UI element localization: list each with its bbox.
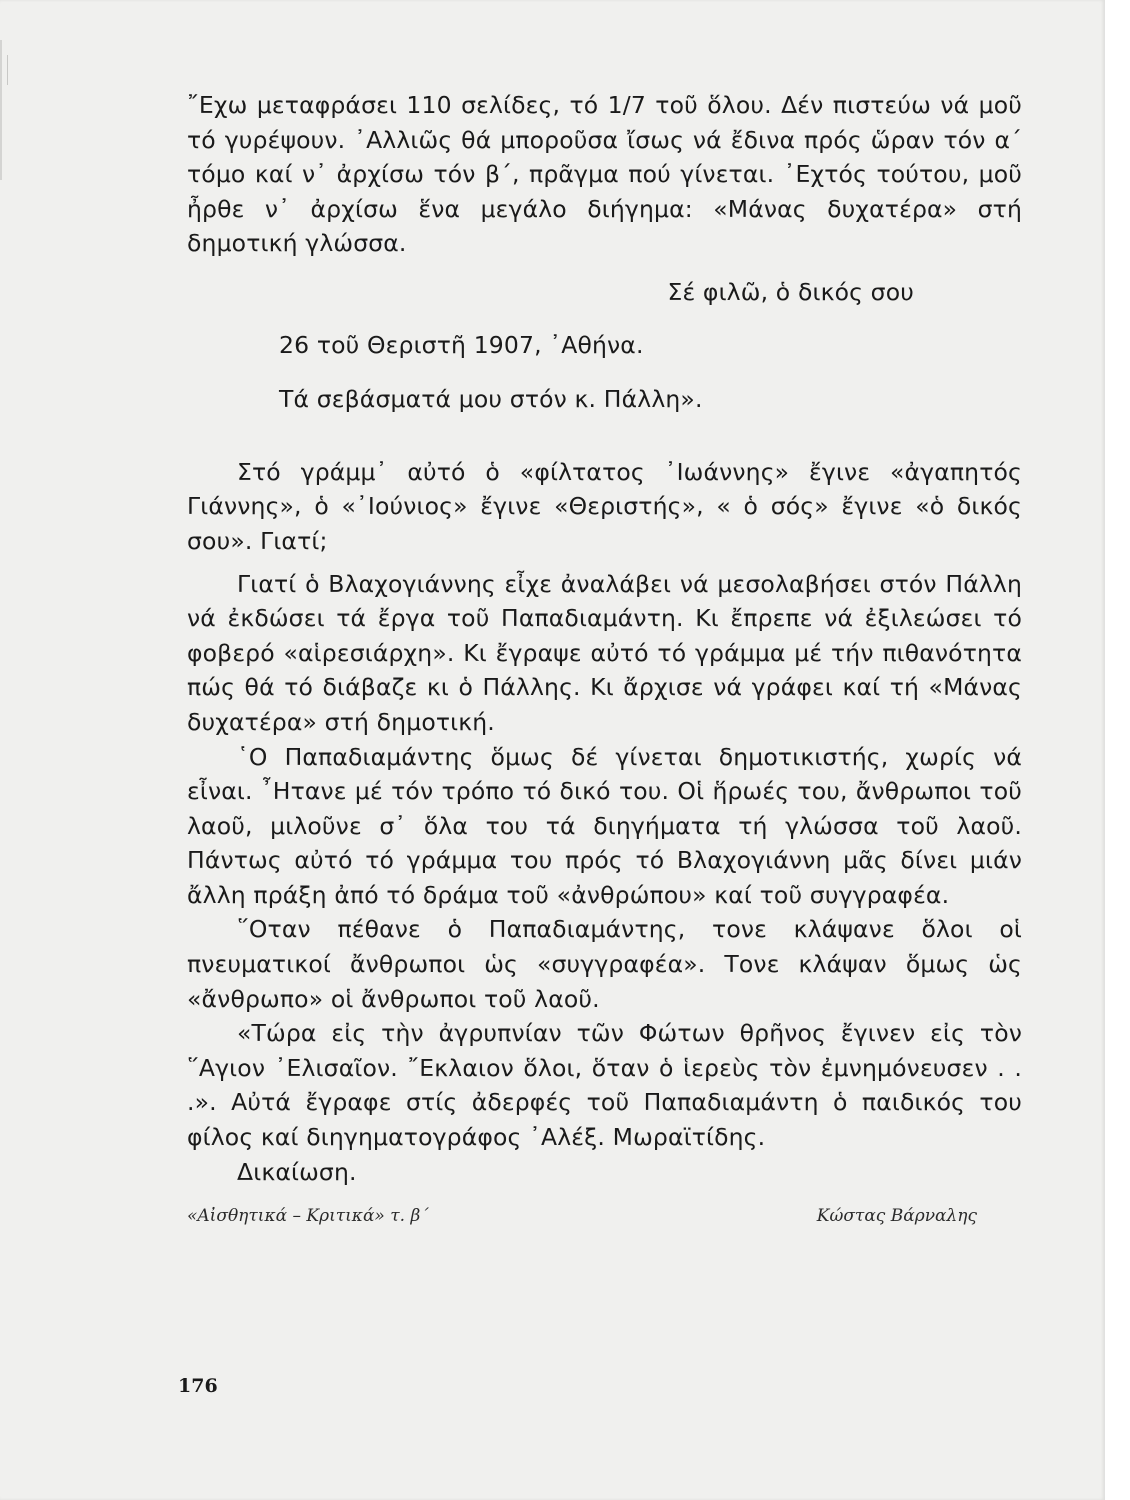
letter-closing: Σέ φιλῶ, ὁ δικός σου	[667, 277, 914, 306]
source-footer	[187, 1206, 977, 1226]
body-paragraph-5: «Τώρα εἰς τὴν ἀγρυπνίαν τῶν Φώτων θρῆνος ἔγινεν εἰς τὸν ῞Αγιον ᾿Ελισαῖον. ῎Εκλαιον ὅλοι, ὅταν ὁ ἱερεὺς τὸν ἐμνημόνευσεν . . .». Αὐτά ἔγραφε στίς ἀδερφές τοῦ Παπαδιαμάντη ὁ παιδικός του φίλος καί διηγηματογράφος ᾿Αλέξ. Μωραϊτίδης.	[187, 1019, 1022, 1152]
page-edge-mark-inner	[1, 55, 8, 85]
author-signature: Κώστας Βάρναλης	[816, 1206, 977, 1226]
body-paragraph-1: Στό γράμμ᾿ αὐτό ὁ «φίλτατος ᾿Ιωάννης» ἔγινε «ἀγαπητός Γιάννης», ὁ «᾿Ιούνιος» ἔγινε «Θεριστής», « ὁ σός» ἔγινε «ὁ δικός σου». Γιατί;	[187, 457, 1022, 555]
body-paragraph-2: Γιατί ὁ Βλαχογιάννης εἶχε ἀναλάβει νά μεσολαβήσει στόν Πάλλη νά ἐκδώσει τά ἔργα τοῦ Παπαδιαμάντη. Κι ἔπρεπε νά ἐξιλεώσει τό φοβερό «αἱρεσιάρχη». Κι ἔγραψε αὐτό τό γράμμα μέ τήν πιθανότητα πώς θά τό διάβαζε κι ὁ Πάλλης. Κι ἄρχισε νά γράφει καί τή «Μάνας δυχατέρα» στή δημοτική.	[187, 569, 1022, 736]
letter-respects: Τά σεβάσματά μου στόν κ. Πάλλη».	[279, 385, 703, 414]
body-paragraph-6: Δικαίωση.	[237, 1157, 357, 1186]
body-paragraph-3: ῾Ο Παπαδιαμάντης ὅμως δέ γίνεται δημοτικιστής, χωρίς νά εἶναι. ῏Ητανε μέ τόν τρόπο τό δικό του. Οἱ ἥρωές του, ἄνθρωποι τοῦ λαοῦ, μιλοῦνε σ᾿ ὅλα του τά διηγήματα τή γλώσσα τοῦ λαοῦ. Πάντως αὐτό τό γράμμα του πρός τό Βλαχογιάννη μᾶς δίνει μιάν ἄλλη πράξη ἀπό τό δράμα τοῦ «ἀνθρώπου» καί τοῦ συγγραφέα.	[187, 742, 1022, 909]
body-paragraph-4: ῞Οταν πέθανε ὁ Παπαδιαμάντης, τονε κλάψανε ὅλοι οἱ πνευματικοί ἄνθρωποι ὡς «συγγραφέα». Τονε κλάψαν ὅμως ὡς «ἄνθρωπο» οἱ ἄνθρωποι τοῦ λαοῦ.	[187, 915, 1022, 1013]
letter-paragraph: ῎Εχω μεταφράσει 110 σελίδες, τό 1/7 τοῦ ὅλου. Δέν πιστεύω νά μοῦ τό γυρέψουν. ᾿Αλλιῶς θά μποροῦσα ἴσως νά ἔδινα πρός ὥραν τόν α΄ τόμο καί ν᾿ ἀρχίσω τόν β΄, πρᾶγμα πού γίνεται. ᾿Εχτός τούτου, μοῦ ἦρθε ν᾿ ἀρχίσω ἕνα μεγάλο διήγημα: «Μάνας δυχατέρα» στή δημοτική γλώσσα.	[187, 91, 1022, 258]
main-text	[187, 88, 1022, 1189]
letter-date: 26 τοῦ Θεριστῆ 1907, ᾿Αθήνα.	[279, 330, 644, 359]
page-number: 176	[178, 1375, 218, 1397]
source-citation: «Αἰσθητικά – Κριτικά» τ. β΄	[187, 1206, 429, 1226]
